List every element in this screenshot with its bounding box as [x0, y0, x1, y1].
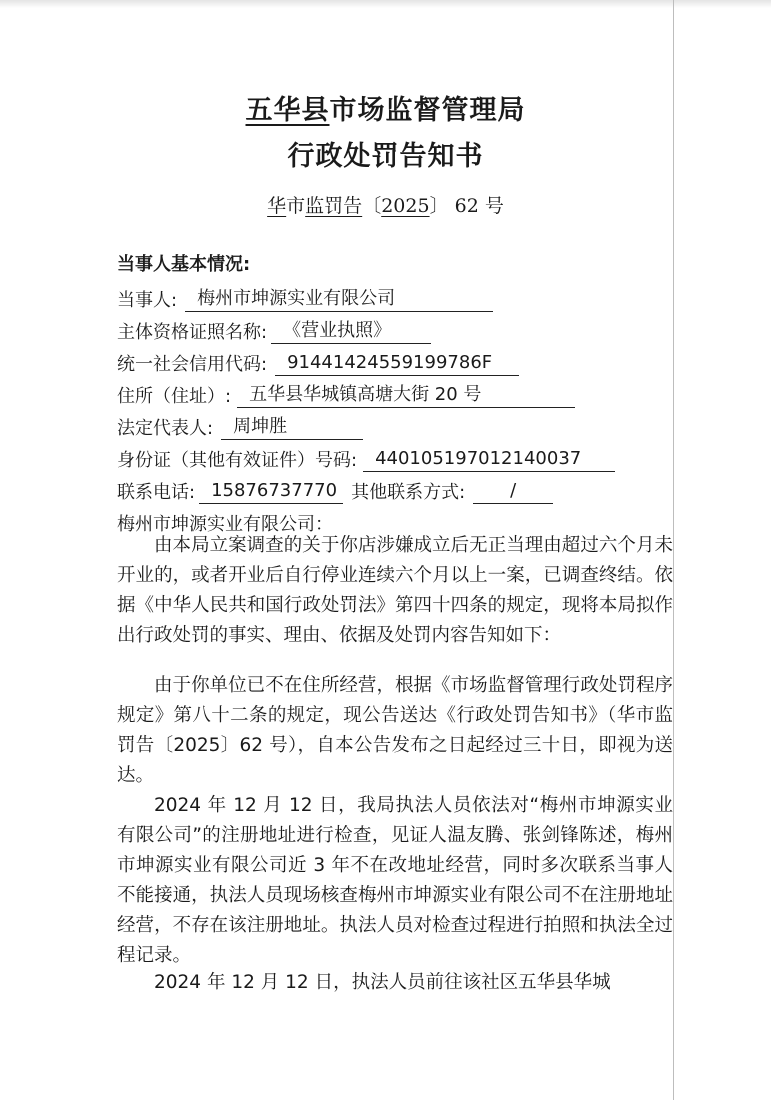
phone-label: 联系电话: — [117, 482, 196, 503]
document-number — [0, 191, 771, 218]
doc-number-bracket-open: 〔 — [362, 195, 382, 217]
phone-value: 15876737770 — [199, 479, 343, 504]
doc-number-bracket-close: 〕 — [429, 195, 449, 217]
agency-county: 五华县 — [245, 95, 330, 126]
doc-number-number: 62 号 — [454, 195, 504, 217]
paragraph-1: 由本局立案调查的关于你店涉嫌成立后无正当理由超过六个月未开业的，或者开业后自行停业连续六个月以上一案，已调查终结。依据《中华人民共和国行政处罚法》第四十四条的规定，现将本局拟作出行政处罚的事实、理由、依据及处罚内容告知如下： — [117, 535, 673, 646]
party-value: 梅州市坤源实业有限公司 — [185, 287, 493, 312]
address-value: 五华县华城镇高塘大街 20 号 — [237, 383, 575, 408]
document-title: 行政处罚告知书 — [287, 141, 484, 172]
other-contact-value: / — [473, 479, 553, 504]
credit-code-label: 统一社会信用代码: — [117, 354, 268, 375]
party-row — [117, 286, 493, 312]
license-value: 《营业执照》 — [271, 319, 431, 344]
agency-title — [0, 88, 771, 127]
agency-bureau: 市场监督管理局 — [329, 95, 526, 126]
license-label: 主体资格证照名称: — [117, 322, 268, 343]
doc-number-mid2: 监罚告 — [305, 195, 363, 217]
phone-row — [117, 478, 553, 504]
party-label: 当事人: — [117, 290, 178, 311]
addressee: 梅州市坤源实业有限公司： — [117, 514, 333, 535]
paragraph-3: 2024 年 12 月 12 日，我局执法人员依法对“梅州市坤源实业有限公司”的注册地址进行检查，见证人温友腾、张剑锋陈述，梅州市坤源实业有限公司近 3 年不在改地址经营，同时多次联系当事人不能接通，执法人员现场核查梅州市坤源实业有限公司不在注册地址经营，不存在该注册地址。执法人员对检查过程进行拍照和执法全过程记录。 — [117, 795, 673, 966]
paragraph-4: 2024 年 12 月 12 日，执法人员前往该社区五华县华城 — [154, 972, 611, 993]
legal-rep-row — [117, 414, 363, 440]
legal-rep-label: 法定代表人: — [117, 418, 214, 439]
scan-shadow — [0, 0, 771, 8]
other-contact-label: 其他联系方式: — [351, 482, 466, 503]
id-row — [117, 446, 615, 472]
credit-code-row — [117, 350, 519, 376]
license-row — [117, 318, 431, 344]
legal-rep-value: 周坤胜 — [221, 415, 363, 440]
paragraph-2: 由于你单位已不在住所经营，根据《市场监督管理行政处罚程序规定》第八十二条的规定，现公告送达《行政处罚告知书》（华市监罚告〔2025〕62 号），自本公告发布之日起经过三十日，即视为送达。 — [117, 675, 673, 786]
address-label: 住所（住址）: — [117, 386, 232, 407]
id-value: 440105197012140037 — [363, 447, 615, 472]
id-label: 身份证（其他有效证件）号码: — [117, 450, 358, 471]
doc-number-prefix: 华 — [267, 195, 287, 217]
party-info-heading: 当事人基本情况: — [117, 254, 251, 275]
address-row — [117, 382, 575, 408]
doc-number-year: 2025 — [381, 195, 430, 217]
credit-code-value: 91441424559199786F — [275, 351, 519, 376]
doc-number-mid1: 市 — [286, 195, 306, 217]
